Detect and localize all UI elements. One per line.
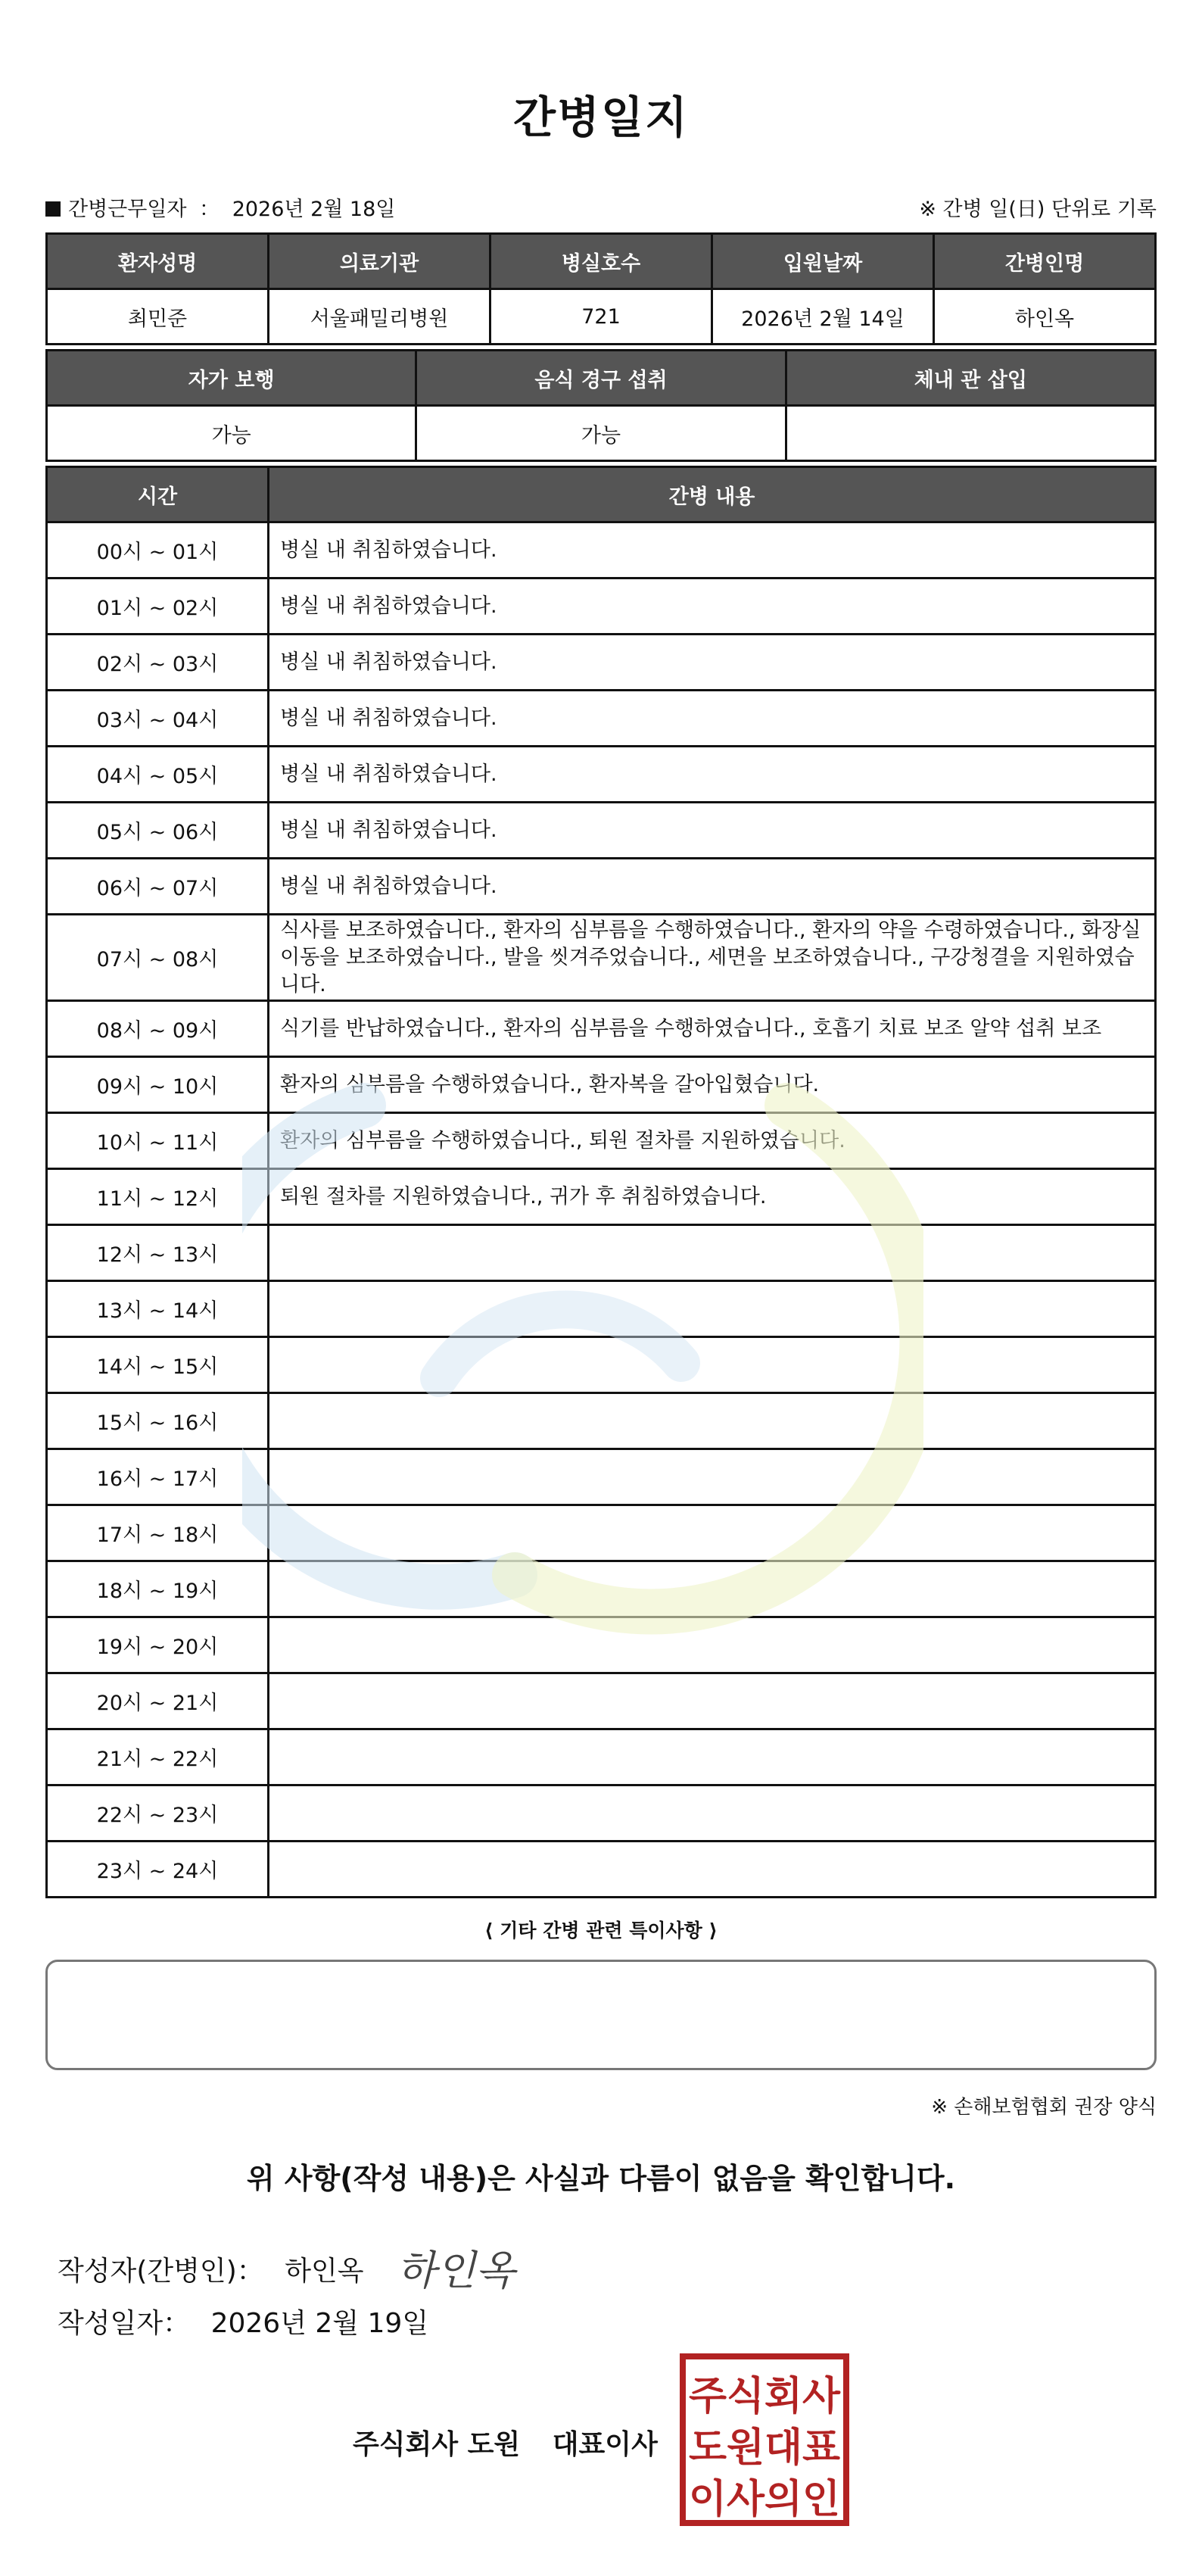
time-slot: 01시 ~ 02시 [47,579,269,635]
care-content: 병실 내 취침하였습니다. [269,803,1156,859]
header-tube-insertion: 체내 관 삽입 [786,351,1155,406]
time-slot: 23시 ~ 24시 [47,1842,269,1898]
care-content [269,1561,1156,1617]
patient-ability-table [45,349,1157,462]
table-row [47,1113,1156,1169]
care-content: 병실 내 취침하였습니다. [269,747,1156,803]
self-walking-value: 가능 [47,406,416,461]
time-slot: 07시 ~ 08시 [47,915,269,1001]
care-content [269,1785,1156,1842]
hospital-name: 서울패밀리병원 [269,289,490,345]
table-row [47,579,1156,635]
table-row [47,803,1156,859]
care-content [269,1673,1156,1729]
care-content [269,1842,1156,1898]
oral-intake-value: 가능 [416,406,786,461]
care-log-table [45,466,1157,1898]
work-date-separator: ： [199,198,220,221]
writer-signature: 하인옥 [396,2247,515,2294]
care-content: 병실 내 취침하였습니다. [269,859,1156,915]
care-content: 퇴원 절차를 지원하였습니다., 귀가 후 취침하였습니다. [269,1169,1156,1225]
patient-name: 최민준 [47,289,269,345]
table-row [47,1393,1156,1449]
table-row [47,1337,1156,1393]
care-content: 식기를 반납하였습니다., 환자의 심부름을 수행하였습니다., 호흡기 치료 보조 알약 섭취 보조 [269,1001,1156,1057]
time-slot: 03시 ~ 04시 [47,691,269,747]
room-number: 721 [490,289,712,345]
table-row [47,1225,1156,1281]
svg-text:이사의인: 이사의인 [689,2477,840,2522]
time-slot: 02시 ~ 03시 [47,635,269,691]
company-name: 주식회사 도원 [353,2429,521,2460]
care-content [269,1337,1156,1393]
header-hospital: 의료기관 [269,234,490,289]
time-slot: 21시 ~ 22시 [47,1729,269,1785]
tube-insertion-value [786,406,1155,461]
header-care-content: 간병 내용 [269,467,1156,522]
header-patient-name: 환자성명 [47,234,269,289]
care-content: 식사를 보조하였습니다., 환자의 심부름을 수행하였습니다., 환자의 약을 수령하였습니다., 화장실 이동을 보조하였습니다., 발을 씻겨주었습니다., 세면을 보조하였습니다., 구강청결을 지원하였습니다. [269,915,1156,1001]
header-oral-intake: 음식 경구 섭취 [416,351,786,406]
written-date-value: 2026년 2월 19일 [210,2308,429,2339]
table-row [47,635,1156,691]
table-row [47,1001,1156,1057]
document-title: 간병일지 [512,92,690,143]
work-date-label: 간병근무일자 [68,198,187,221]
company-role: 대표이사 [552,2429,658,2460]
time-slot: 12시 ~ 13시 [47,1225,269,1281]
care-content: 병실 내 취침하였습니다. [269,579,1156,635]
time-slot: 14시 ~ 15시 [47,1337,269,1393]
company-line [353,2423,658,2462]
care-content: 병실 내 취침하였습니다. [269,522,1156,579]
time-slot: 09시 ~ 10시 [47,1057,269,1113]
time-slot: 19시 ~ 20시 [47,1617,269,1673]
care-content: 환자의 심부름을 수행하였습니다., 퇴원 절차를 지원하였습니다. [269,1113,1156,1169]
time-slot: 08시 ~ 09시 [47,1001,269,1057]
time-slot: 10시 ~ 11시 [47,1113,269,1169]
care-content [269,1505,1156,1561]
table-row [47,1729,1156,1785]
table-row [47,1617,1156,1673]
special-notes-title: ⟨ 기타 간병 관련 특이사항 ⟩ [484,1920,718,1941]
recommendation-note: ※ 손해보험협회 권장 양식 [931,2096,1157,2119]
header-admission-date: 입원날짜 [712,234,934,289]
table-row [47,859,1156,915]
time-slot: 17시 ~ 18시 [47,1505,269,1561]
special-notes-box [45,1960,1157,2070]
header-time: 시간 [47,467,269,522]
time-slot: 18시 ~ 19시 [47,1561,269,1617]
time-slot: 06시 ~ 07시 [47,859,269,915]
table-row [47,1505,1156,1561]
time-slot: 16시 ~ 17시 [47,1449,269,1505]
care-content [269,1449,1156,1505]
care-content [269,1729,1156,1785]
table-row [47,747,1156,803]
table-row [47,691,1156,747]
time-slot: 05시 ~ 06시 [47,803,269,859]
care-content: 병실 내 취침하였습니다. [269,691,1156,747]
table-row [47,1842,1156,1898]
time-slot: 22시 ~ 23시 [47,1785,269,1842]
header-caregiver: 간병인명 [934,234,1156,289]
written-date-label: 작성일자： [58,2308,191,2339]
table-row [47,1169,1156,1225]
care-content [269,1225,1156,1281]
company-seal [680,2353,849,2526]
time-slot: 15시 ~ 16시 [47,1393,269,1449]
table-row [47,915,1156,1001]
care-content: 환자의 심부름을 수행하였습니다., 환자복을 갈아입혔습니다. [269,1057,1156,1113]
patient-info-table [45,232,1157,345]
table-row [47,1673,1156,1729]
svg-text:주식회사: 주식회사 [689,2374,841,2419]
written-date-line [58,2302,428,2341]
time-slot: 11시 ~ 12시 [47,1169,269,1225]
care-content [269,1281,1156,1337]
work-date [45,192,395,222]
table-row [47,1785,1156,1842]
confirmation-statement: 위 사항(작성 내용)은 사실과 다름이 없음을 확인합니다. [246,2162,956,2195]
table-row [47,1281,1156,1337]
care-content [269,1617,1156,1673]
care-content [269,1393,1156,1449]
header-self-walking: 자가 보행 [47,351,416,406]
writer-label: 작성자(간병인)： [58,2256,264,2287]
record-unit-note: ※ 간병 일(日) 단위로 기록 [919,198,1157,221]
writer-name: 하인옥 [285,2256,364,2287]
table-row [47,1561,1156,1617]
time-slot: 00시 ~ 01시 [47,522,269,579]
work-date-value: 2026년 2월 18일 [232,198,396,221]
care-content: 병실 내 취침하였습니다. [269,635,1156,691]
admission-date: 2026년 2월 14일 [712,289,934,345]
writer-line [58,2238,515,2297]
table-row [47,1449,1156,1505]
table-row [47,1057,1156,1113]
square-bullet-icon [45,201,61,217]
caregiver-name: 하인옥 [934,289,1156,345]
svg-text:도원대표: 도원대표 [689,2425,840,2471]
table-row [47,522,1156,579]
header-room: 병실호수 [490,234,712,289]
time-slot: 20시 ~ 21시 [47,1673,269,1729]
time-slot: 13시 ~ 14시 [47,1281,269,1337]
time-slot: 04시 ~ 05시 [47,747,269,803]
